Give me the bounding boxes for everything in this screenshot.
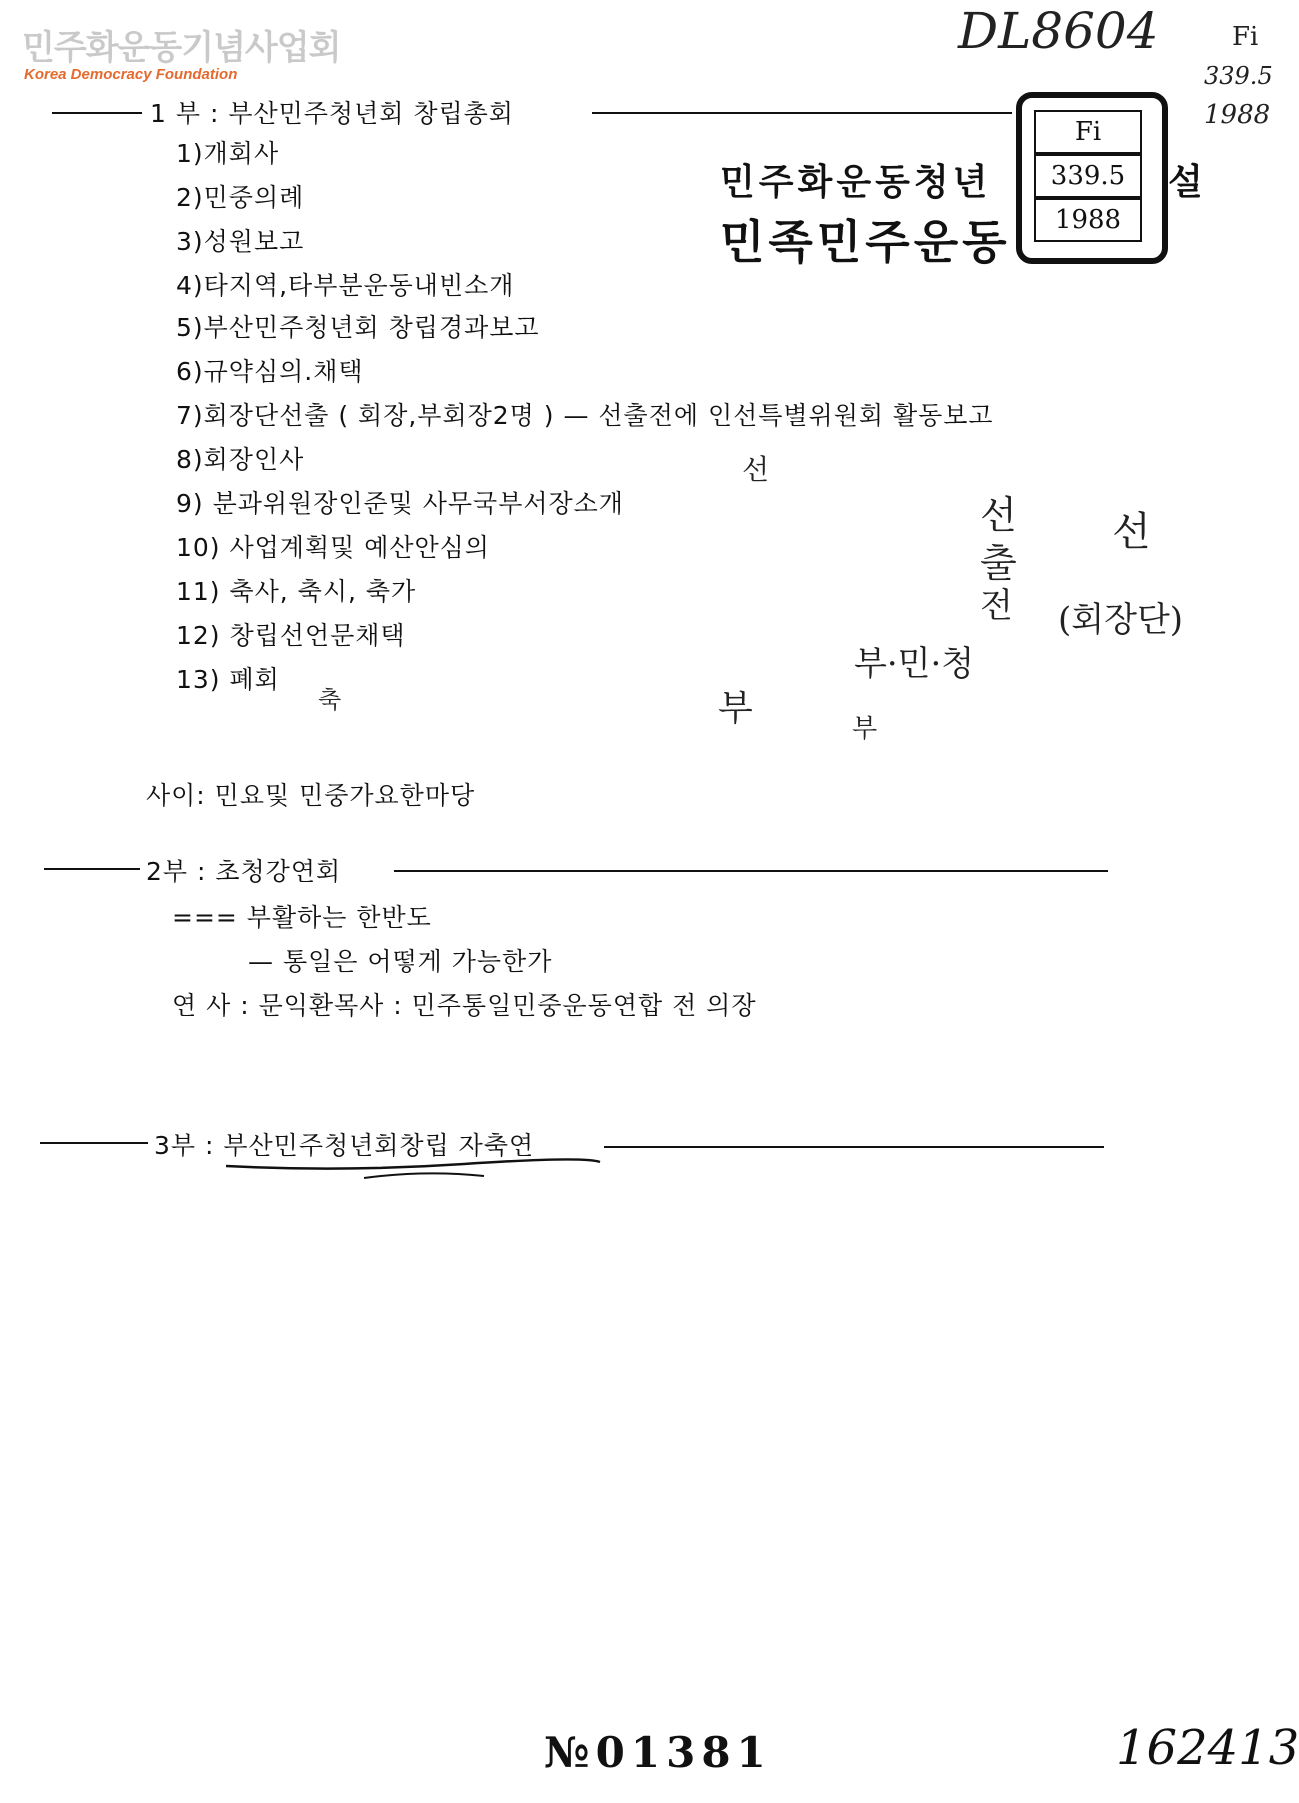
- reference-number: 162413: [1116, 1720, 1299, 1776]
- serial-number: №01381: [544, 1728, 772, 1777]
- title-line1: 민주화운동청년: [720, 162, 992, 203]
- program-item-3: 3)성원보고: [176, 227, 305, 256]
- part1-header: 1 부 : 부산민주청년회 창립총회: [150, 99, 514, 128]
- watermark-korean: 민주화운동기념사업회: [22, 28, 341, 68]
- lecture-speaker: 연 사 : 문익환목사 : 민주통일민중운동연합 전 의장: [172, 991, 757, 1020]
- stamp-number: 339.5: [1034, 154, 1142, 198]
- program-item-4: 4)타지역,타부분운동내빈소개: [176, 271, 515, 300]
- part1-rule-right: [592, 112, 1012, 114]
- title-line2: 민족민주운동: [720, 215, 1011, 269]
- part3-header: 3부 : 부산민주청년회창립 자축연: [154, 1131, 535, 1160]
- part3-rule-right: [604, 1146, 1104, 1148]
- handnote-7: 부·민·청: [854, 644, 975, 684]
- part2-header: 2부 : 초청강연회: [146, 857, 342, 886]
- handnote-8: 부: [718, 688, 753, 729]
- part1-rule-left: [52, 112, 142, 114]
- doc-id-handwritten: DL8604: [958, 2, 1159, 60]
- program-item-1: 1)개회사: [176, 139, 280, 168]
- handnote-9: 부: [852, 714, 878, 744]
- stamp-class-code: Fi: [1034, 110, 1142, 154]
- program-item-2: 2)민중의례: [176, 183, 305, 212]
- class-code-handwritten: Fi: [1232, 22, 1259, 52]
- lecture-title: === 부활하는 한반도: [172, 903, 432, 932]
- part2-rule-right: [394, 870, 1108, 872]
- handnote-2: 선: [980, 493, 1017, 537]
- number-handwritten: 339.5: [1204, 62, 1273, 90]
- program-item-12: 12) 창립선언문채택: [176, 621, 406, 650]
- program-item-5: 5)부산민주청년회 창립경과보고: [176, 313, 540, 342]
- program-item-7: 7)회장단선출 ( 회장,부회장2명 ) — 선출전에 인선특별위원회 활동보고: [176, 401, 994, 430]
- year-handwritten: 1988: [1204, 100, 1271, 130]
- title-line1-end: 설: [1168, 162, 1207, 203]
- program-item-11: 11) 축사, 축시, 축가: [176, 577, 417, 606]
- program-item-10: 10) 사업계획및 예산안심의: [176, 533, 490, 562]
- program-item-13: 13) 폐회: [176, 665, 280, 694]
- interlude-text: 사이: 민요및 민중가요한마당: [146, 781, 476, 810]
- handnote-6: (회장단): [1058, 600, 1184, 640]
- part3-rule-left: [40, 1142, 148, 1144]
- program-item-8: 8)회장인사: [176, 445, 305, 474]
- handnote-3: 출: [980, 541, 1017, 585]
- handnote-1: 선: [742, 453, 770, 486]
- watermark-english: Korea Democracy Foundation: [24, 66, 238, 83]
- part2-rule-left: [44, 868, 140, 870]
- program-item-6: 6)규약심의.채택: [176, 357, 364, 386]
- lecture-subtitle: — 통일은 어떻게 가능한가: [248, 947, 553, 976]
- handnote-5: 선: [1112, 509, 1151, 555]
- handnote-10: 축: [318, 686, 342, 714]
- handnote-4: 전: [980, 586, 1013, 626]
- program-item-9: 9) 분과위원장인준및 사무국부서장소개: [176, 489, 624, 518]
- stamp-year: 1988: [1034, 198, 1142, 242]
- archive-stamp: [1016, 92, 1168, 264]
- handwritten-underline: [224, 1156, 604, 1184]
